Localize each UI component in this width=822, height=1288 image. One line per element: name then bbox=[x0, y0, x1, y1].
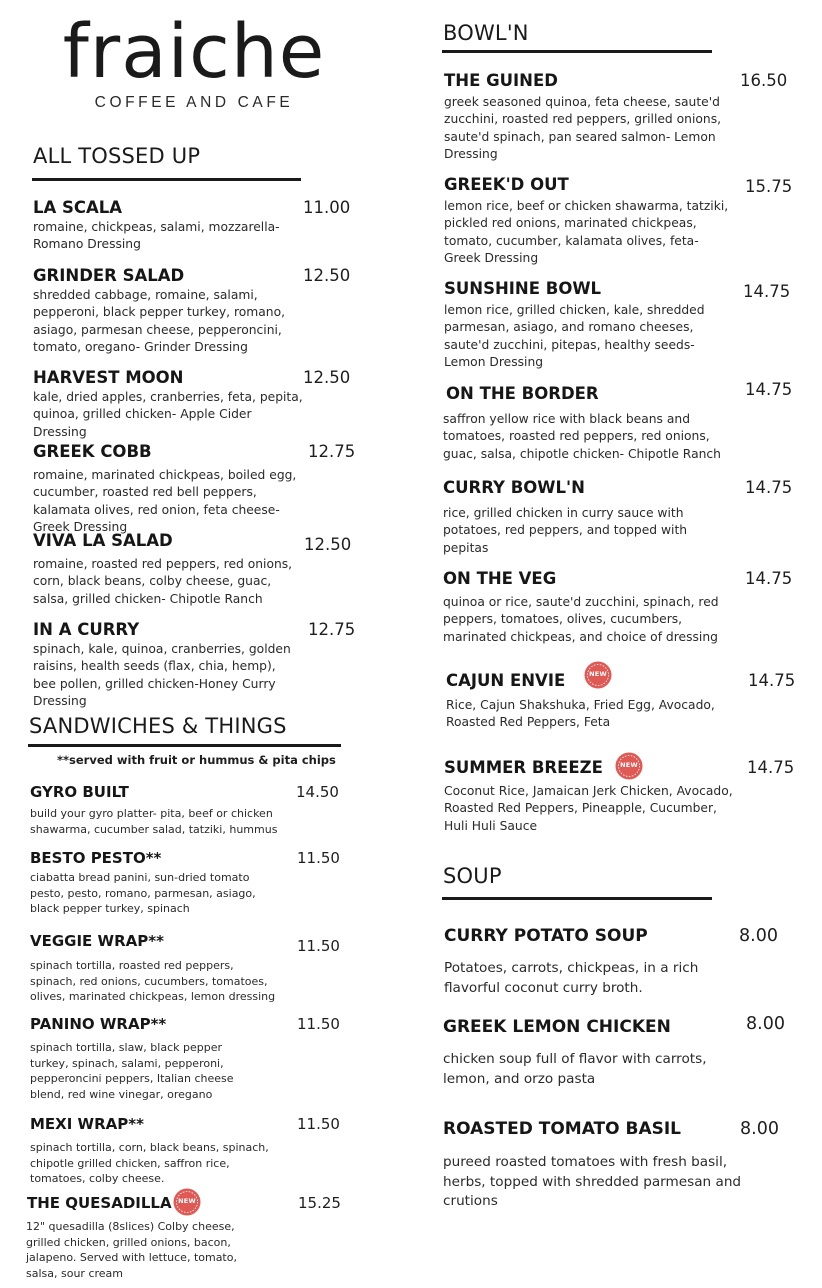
menu-item-description: spinach tortilla, slaw, black pepper turkey, spinach, salami, pepperoni, pepperoncini peppers, Italian cheese blend, red wine vinegar, oregano bbox=[30, 1041, 234, 1101]
menu-item-description: romaine, roasted red peppers, red onions, corn, black beans, colby cheese, guac, salsa, grilled chicken- Chipotle Ranch bbox=[33, 557, 293, 606]
menu-item-price: 12.75 bbox=[308, 442, 356, 461]
new-badge bbox=[583, 660, 613, 690]
menu-item-name: HARVEST MOON bbox=[33, 368, 184, 387]
new-badge-label: NEW bbox=[589, 670, 607, 678]
menu-item-name: VIVA LA SALAD bbox=[33, 531, 173, 550]
menu-item-price: 15.25 bbox=[298, 1194, 341, 1212]
menu-item-description: kale, dried apples, cranberries, feta, pepita, quinoa, grilled chicken- Apple Cider Dressing bbox=[33, 390, 303, 439]
menu-item-name: BESTO PESTO** bbox=[30, 849, 162, 867]
section-title-salads: ALL TOSSED UP bbox=[33, 144, 201, 168]
menu-item-price: 11.00 bbox=[303, 198, 351, 217]
menu-item-name: IN A CURRY bbox=[33, 620, 140, 639]
menu-item-name: MEXI WRAP** bbox=[30, 1115, 144, 1133]
menu-item-price: 14.75 bbox=[748, 671, 796, 690]
menu-item-name: ROASTED TOMATO BASIL bbox=[443, 1119, 682, 1139]
menu-item-price: 14.75 bbox=[745, 380, 793, 399]
menu-item-name: THE QUESADILLA bbox=[27, 1194, 172, 1212]
menu-item-price: 8.00 bbox=[746, 1014, 785, 1034]
menu-item-description: build your gyro platter- pita, beef or chicken shawarma, cucumber salad, tatziki, hummus bbox=[30, 807, 278, 836]
new-badge bbox=[614, 751, 644, 781]
menu-item-price: 12.50 bbox=[304, 535, 352, 554]
menu-item-description: chicken soup full of flavor with carrots, lemon, and orzo pasta bbox=[443, 1051, 707, 1087]
menu-item-description: quinoa or rice, saute'd zucchini, spinach, red peppers, tomatoes, olives, cucumbers, marinated chickpeas, and choice of dressing bbox=[443, 595, 719, 644]
menu-item-name: VEGGIE WRAP** bbox=[30, 932, 164, 950]
menu-item-description: pureed roasted tomatoes with fresh basil, herbs, topped with shredded parmesan and crutions bbox=[443, 1154, 742, 1210]
menu-item-name: SUMMER BREEZE bbox=[444, 758, 603, 777]
menu-item-description: saffron yellow rice with black beans and tomatoes, roasted red peppers, red onions, guac, salsa, chipotle chicken- Chipotle Ranch bbox=[443, 412, 721, 461]
menu-item-price: 12.50 bbox=[303, 368, 351, 387]
menu-item-price: 12.75 bbox=[308, 620, 356, 639]
menu-item-price: 8.00 bbox=[739, 926, 778, 946]
menu-item-price: 14.75 bbox=[745, 478, 793, 497]
brand-logo: fraiche bbox=[62, 9, 326, 95]
menu-item-price: 14.75 bbox=[745, 569, 793, 588]
menu-item-description: 12" quesadilla (8slices) Colby cheese, grilled chicken, grilled onions, bacon, jalapeno. Served with lettuce, tomato, salsa, sour cream bbox=[26, 1220, 237, 1280]
menu-item-description: romaine, chickpeas, salami, mozzarella- Romano Dressing bbox=[33, 220, 280, 252]
menu-item-price: 11.50 bbox=[297, 937, 340, 955]
menu-item-price: 14.75 bbox=[743, 282, 791, 301]
menu-item-description: spinach tortilla, roasted red peppers, spinach, red onions, cucumbers, tomatoes, olives, marinated chickpeas, lemon dressing bbox=[30, 959, 276, 1003]
menu-item-name: CAJUN ENVIE bbox=[446, 671, 566, 690]
menu-item-name: CURRY POTATO SOUP bbox=[444, 926, 648, 946]
menu-item-price: 14.50 bbox=[296, 783, 339, 801]
menu-item-description: Coconut Rice, Jamaican Jerk Chicken, Avocado, Roasted Red Peppers, Pineapple, Cucumber, Huli Huli Sauce bbox=[444, 784, 733, 833]
section-title-sandwiches: SANDWICHES & THINGS bbox=[29, 714, 287, 738]
menu-item-description: greek seasoned quinoa, feta cheese, saute'd zucchini, roasted red peppers, grilled onions, saute'd spinach, pan seared salmon- Lemon Dressing bbox=[444, 95, 722, 161]
menu-item-description: Potatoes, carrots, chickpeas, in a rich flavorful coconut curry broth. bbox=[444, 960, 699, 996]
menu-item-description: lemon rice, grilled chicken, kale, shredded parmesan, asiago, and romano cheeses, saute'd zucchini, pitepas, healthy seeds- Lemon Dressing bbox=[444, 303, 705, 369]
menu-item-name: LA SCALA bbox=[33, 198, 123, 217]
section-rule bbox=[442, 50, 712, 53]
menu-item-name: GRINDER SALAD bbox=[33, 266, 185, 285]
menu-item-price: 16.50 bbox=[740, 71, 788, 90]
section-rule bbox=[32, 178, 301, 181]
menu-item-price: 12.50 bbox=[303, 266, 351, 285]
menu-item-description: rice, grilled chicken in curry sauce with potatoes, red peppers, and topped with pepitas bbox=[443, 506, 688, 555]
menu-item-name: ON THE VEG bbox=[443, 569, 557, 588]
menu-item-name: GREEK'D OUT bbox=[444, 175, 569, 194]
menu-item-price: 11.50 bbox=[297, 849, 340, 867]
menu-item-name: SUNSHINE BOWL bbox=[444, 279, 602, 298]
menu-item-description: Rice, Cajun Shakshuka, Fried Egg, Avocado, Roasted Red Peppers, Feta bbox=[446, 698, 715, 730]
menu-item-name: THE GUINED bbox=[444, 71, 558, 90]
menu-item-name: GREEK LEMON CHICKEN bbox=[443, 1017, 671, 1037]
menu-item-price: 11.50 bbox=[297, 1115, 340, 1133]
served-with-note: **served with fruit or hummus & pita chips bbox=[57, 753, 336, 767]
menu-item-name: CURRY BOWL'N bbox=[443, 478, 585, 497]
section-rule bbox=[28, 744, 341, 747]
new-badge-label: NEW bbox=[620, 761, 638, 769]
brand-tagline: COFFEE AND CAFE bbox=[94, 94, 294, 111]
menu-item-name: ON THE BORDER bbox=[446, 384, 599, 403]
menu-item-name: PANINO WRAP** bbox=[30, 1015, 167, 1033]
section-title-soup: SOUP bbox=[443, 864, 502, 888]
menu-item-description: spinach, kale, quinoa, cranberries, golden raisins, health seeds (flax, chia, hemp), bee pollen, grilled chicken-Honey Curry Dressing bbox=[33, 642, 291, 708]
menu-item-name: GREEK COBB bbox=[33, 442, 152, 461]
menu-item-price: 8.00 bbox=[740, 1119, 779, 1139]
section-title-bowls: BOWL'N bbox=[443, 21, 529, 45]
menu-item-price: 14.75 bbox=[747, 758, 795, 777]
section-rule bbox=[442, 897, 712, 900]
new-badge-label: NEW bbox=[178, 1197, 196, 1205]
menu-item-description: ciabatta bread panini, sun-dried tomato pesto, pesto, romano, parmesan, asiago, black pepper turkey, spinach bbox=[30, 871, 256, 915]
menu-item-description: spinach tortilla, corn, black beans, spinach, chipotle grilled chicken, saffron rice, tomatoes, colby cheese. bbox=[30, 1141, 269, 1185]
menu-item-description: shredded cabbage, romaine, salami, pepperoni, black pepper turkey, romano, asiago, parmesan cheese, pepperoncini, tomato, oregano- Grinder Dressing bbox=[33, 288, 286, 354]
menu-item-name: GYRO BUILT bbox=[30, 783, 129, 801]
menu-item-description: lemon rice, beef or chicken shawarma, tatziki, pickled red onions, marinated chickpeas, tomato, cucumber, kalamata olives, feta- Greek Dressing bbox=[444, 199, 729, 265]
menu-item-price: 15.75 bbox=[745, 177, 793, 196]
menu-item-description: romaine, marinated chickpeas, boiled egg, cucumber, roasted red bell peppers, kalamata olives, red onion, feta cheese- Greek Dressing bbox=[33, 468, 297, 534]
new-badge bbox=[172, 1187, 202, 1217]
menu-item-price: 11.50 bbox=[297, 1015, 340, 1033]
